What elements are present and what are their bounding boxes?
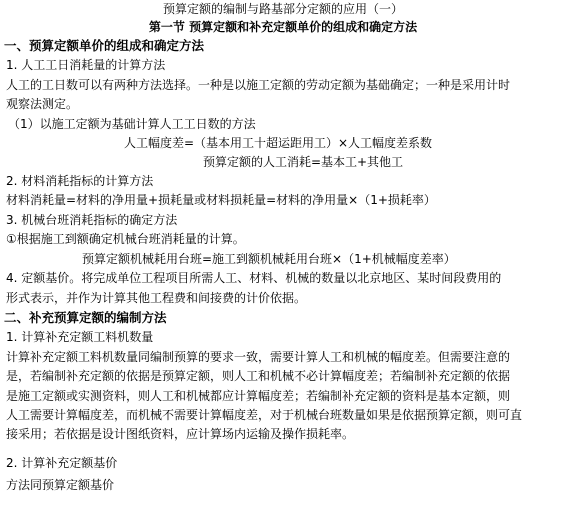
part2-item1-paragraph-line2: 是，若编制补充定额的依据是预算定额，则人工和机械不必计算幅度差；若编制补充定额的依据 bbox=[6, 369, 511, 383]
formula-labor-consumption: 预算定额的人工消耗=基本工+其他工 bbox=[202, 155, 404, 169]
part1-item4-paragraph-line2: 形式表示，并作为计算其他工程费和间接费的计价依据。 bbox=[6, 291, 307, 305]
part1-item1-paragraph-line1: 人工的工日数可以有两种方法选择。一种是以施工定额的劳动定额为基础确定；一种是采用计时 bbox=[6, 78, 511, 92]
part2-item1-paragraph-line1: 计算补充定额工料机数量同编制预算的要求一致，需要计算人工和机械的幅度差。但需要注意的 bbox=[6, 350, 511, 364]
part1-item1-paragraph-line2: 观察法测定。 bbox=[6, 97, 79, 111]
formula-labor-margin: 人工幅度差=（基本用工十超运距用工）×人工幅度差系数 bbox=[123, 136, 433, 150]
part2-item1-heading: 1. 计算补充定额工料机数量 bbox=[6, 330, 154, 344]
part2-item1-paragraph-line3: 是施工定额或实测资料，则人工和机械都应计算幅度差；若编制补充定额的资料是基本定额，则 bbox=[6, 389, 511, 403]
formula-machine-shift: 预算定额机械耗用台班=施工到额机械耗用台班×（1+机械幅度差率） bbox=[82, 252, 456, 266]
part1-item3-heading: 3. 机械台班消耗指标的确定方法 bbox=[6, 213, 178, 227]
part1-item4-paragraph-line1: 4. 定额基价。将完成单位工程项目所需人工、材料、机械的数量以北京地区、某时间段费用的 bbox=[6, 271, 502, 285]
part1-item1-subheading: （1）以施工定额为基础计算人工工日数的方法 bbox=[8, 117, 256, 131]
part1-heading: 一、预算定额单价的组成和确定方法 bbox=[4, 38, 205, 53]
part1-item1-heading: 1. 人工工日消耗量的计算方法 bbox=[6, 58, 166, 72]
formula-material-consumption: 材料消耗量=材料的净用量+损耗量或材料损耗量=材料的净用量×（1+损耗率） bbox=[6, 193, 436, 207]
part2-item2-heading: 2. 计算补充定额基价 bbox=[6, 456, 118, 470]
part1-item3-paragraph: ①根据施工到额确定机械台班消耗量的计算。 bbox=[6, 232, 245, 246]
part2-item1-paragraph-line4: 人工需要计算幅度差，而机械不需要计算幅度差，对于机械台班数量如果是依据预算定额，则可直 bbox=[6, 408, 523, 422]
part1-item2-heading: 2. 材料消耗指标的计算方法 bbox=[6, 174, 154, 188]
part2-heading: 二、补充预算定额的编制方法 bbox=[4, 310, 167, 325]
part2-item1-paragraph-line5: 接采用；若依据是设计图纸资料，应计算场内运输及操作损耗率。 bbox=[6, 427, 355, 441]
section-title: 第一节 预算定额和补充定额单价的组成和确定方法 bbox=[148, 20, 418, 34]
doc-title: 预算定额的编制与路基部分定额的应用（一） bbox=[162, 2, 403, 16]
part2-item2-paragraph: 方法同预算定额基价 bbox=[6, 478, 115, 492]
